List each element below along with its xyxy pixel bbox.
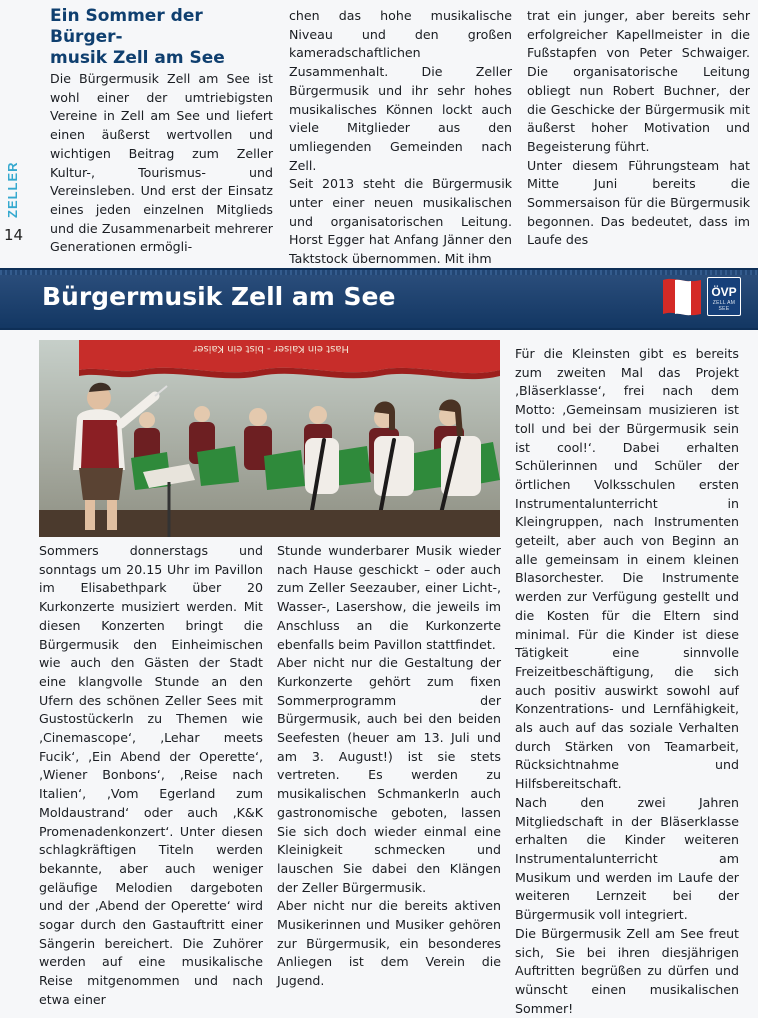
section-label: ZELLER (5, 161, 20, 218)
paragraph: Nach den zwei Jahren Mitgliedschaft in der Bläserklasse erhalten die Kinder weiteren Instrumentalunterricht am Musikum und werden im Laufe der weiteren Lernzeit bei der Bürgermusik voll integriert. (515, 794, 739, 923)
paragraph: Die Bürgermusik Zell am See freut sich, Sie bei ihren diesjährigen Auftritten begrüßen zu dürfen und wünscht einen musikalischen Sommer! (515, 925, 739, 1016)
banner-texture (0, 270, 758, 275)
top-column-1 (50, 70, 273, 257)
article-title: Ein Sommer der Bürger- musik Zell am See (50, 6, 225, 68)
page-number: 14 (4, 226, 24, 244)
band-photo-illustration (39, 340, 500, 537)
paragraph: Für die Kleinsten gibt es bereits zum zweiten Mal das Projekt ‚Bläserklasse‘, frei nach dem Motto: ‚Gemeinsam musizieren ist toll und bei der Bürgermusik sein ist cool!‘. Dabei erhalten Schülerinnen und Schüler der örtlichen Volksschulen ersten Instrumentalunterricht in Kleingruppen, nach Instrumenten geteilt, aber auch von Beginn an alle gemeinsam in einem kleinen Blasorchester. Die Instrumente werden zur Verfügung gestellt und die Kosten für die Eltern sind minimal. Für die Kinder ist diese Tätigkeit eine sinnvolle Freizeitbeschäftigung, die sich auch positiv auswirkt sowohl auf Konzentrations- und Lernfähigkeit, als auch auf das soziale Verhalten durch Stärken von Teamarbeit, Rücksichtnahme und Hilfsbereitschaft. (515, 346, 739, 792)
party-logo-text: ÖVP (711, 285, 737, 299)
top-column-2 (289, 7, 512, 269)
paragraph: chen das hohe musikalische Niveau und den großen kameradschaftlichen Zusammenhalt. Die Zeller Bürgermusik und ihr sehr hohes musikalisches Können lockt auch viele Mitglieder aus den umliegenden Gemeinden nach Zell. (289, 8, 512, 173)
paragraph: Seit 2013 steht die Bürgermusik unter einer neuen musikalischen und organisatorischen Leitung. Horst Egger hat Anfang Jänner den Taktstock übernommen. Mit ihm (289, 176, 512, 267)
party-logo-subtext: ZELL AM SEE (712, 300, 736, 312)
bottom-column-3 (515, 345, 739, 1018)
top-column-3 (527, 7, 750, 250)
band-photo (39, 340, 500, 537)
bottom-column-1 (39, 542, 263, 1010)
banner-title: Bürgermusik Zell am See (42, 282, 396, 311)
paragraph: Die Bürgermusik Zell am See ist wohl einer der umtriebigsten Vereine in Zell am See und liefert einen äußerst wertvollen und wichtigen Beitrag zum Zeller Kultur-, Tourismus- und Vereinsleben. Und erst der Einsatz eines jeden einzelnen Mitglieds und die Zusammenarbeit mehrerer Generationen ermögli- (50, 71, 273, 255)
paragraph: Stunde wunderbarer Musik wieder nach Hause geschickt – oder auch zum Zeller Seezauber, einer Licht-, Wasser-, Lasershow, die jeweils im Anschluss an die Kurkonzerte ebenfalls beim Pavillon stattfindet. (277, 543, 501, 652)
awning-text: Hast ein Kaiser - bist ein Kaiser (193, 343, 349, 354)
paragraph: Unter diesem Führungsteam hat Mitte Juni bereits die Sommersaison für die Bürgermusik begonnen. Das bedeutet, dass im Laufe des (527, 157, 750, 248)
paragraph: trat ein junger, aber bereits sehr erfolgreicher Kapellmeister in die Fußstapfen von Peter Schwaiger. Die organisatorische Leitung obliegt nun Robert Buchner, der die Geschicke der Bürgermusik mit äußerst hoher Motivation und Begeisterung führt. (527, 8, 750, 154)
paragraph: Sommers donnerstags und sonntags um 20.15 Uhr im Pavillon im Elisabethpark über 20 Kurkonzerte musiziert werden. Mit diesen Konzerten bringt die Bürgermusik den Einheimischen wie auch den Gästen der Stadt eine klangvolle Stunde an den Ufern des schönen Zeller Sees mit Gustostückerln zu Themen wie ‚Cinemascope‘, ‚Lehar meets Fucik‘, ‚Ein Abend der Operette‘, ‚Wiener Bonbons‘, ‚Reise nach Italien‘, ‚Vom Egerland zum Moldaustrand‘ oder auch ‚K&K Promenadenkonzert‘. Unter diesen schlagkräftigen Titeln werden bekannte, aber auch weniger geläufige Melodien dargeboten und der ‚Abend der Operette‘ wird sogar durch den Gastauftritt einer Sängerin bereichert. Die Zuhörer werden auf eine musikalische Reise mitgenommen und nach etwa einer (39, 543, 263, 1007)
paragraph: Aber nicht nur die Gestaltung der Kurkonzerte gehört zum fixen Sommerprogramm der Bürgermusik, auch bei den beiden Seefesten (heuer am 13. Juli und am 3. August!) ist sie stets vertreten. Es werden zu musikalischen Schmankerln auch gastronomische geboten, lassen Sie sich doch wieder einmal eine Kleinigkeit schmecken und lauschen Sie dabei den Klängen der Zeller Bürgermusik. (277, 655, 501, 895)
bottom-column-2 (277, 542, 501, 991)
paragraph: Aber nicht nur die bereits aktiven Musikerinnen und Musiker gehören zur Bürgermusik, ein besonderes Anliegen ist dem Verein die Jugend. (277, 898, 501, 989)
